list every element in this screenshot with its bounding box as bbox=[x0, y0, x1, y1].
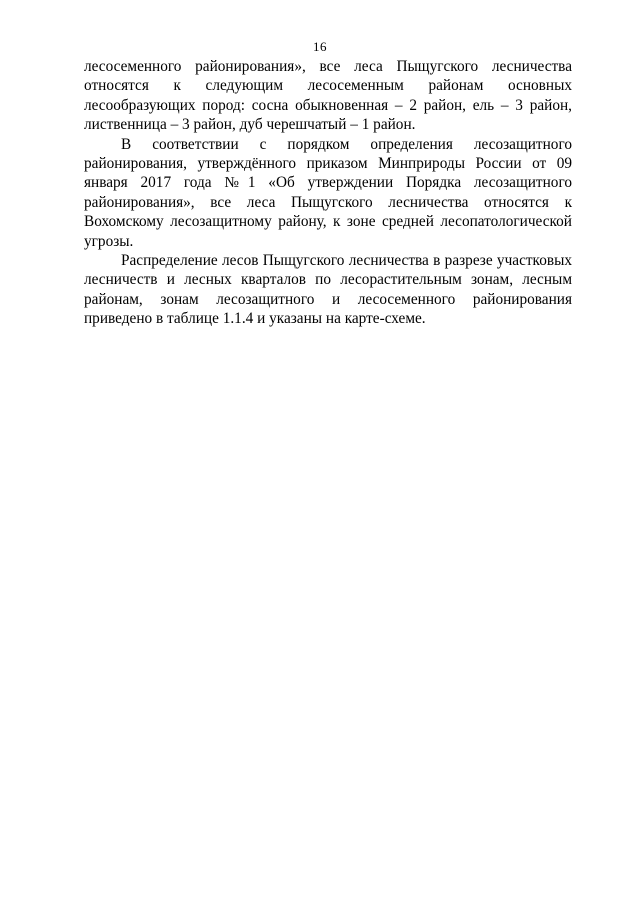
paragraph-distribution: Распределение лесов Пыщугского лесничества в разрезе участковых лесничеств и лесных кварталов по лесорастительным зонам, лесным районам, зонам лесозащитного и лесосеменного районирования приведено в таблице 1.1.4 и указаны на карте-схеме. bbox=[84, 252, 572, 328]
paragraph-protection-zones: В соответствии с порядком определения лесозащитного районирования, утверждённого приказом Минприроды России от 09 января 2017 года №1 «Об утверждении Порядка лесозащитного районирования», все леса Пыщугского лесничества относятся к Вохомскому лесозащитному району, к зоне средней лесопатологической угрозы. bbox=[84, 135, 572, 250]
page-number: 16 bbox=[313, 39, 327, 54]
paragraph-seed-zones: лесосеменного районирования», все леса Пыщугского лесничества относятся к следующим лесосеменным районам основных лесообразующих пород: сосна обыкновенная – 2 район, ель – 3 район, лиственница – 3 район, дуб черешчатый – 1 район. bbox=[84, 58, 572, 134]
document-body bbox=[84, 57, 572, 329]
